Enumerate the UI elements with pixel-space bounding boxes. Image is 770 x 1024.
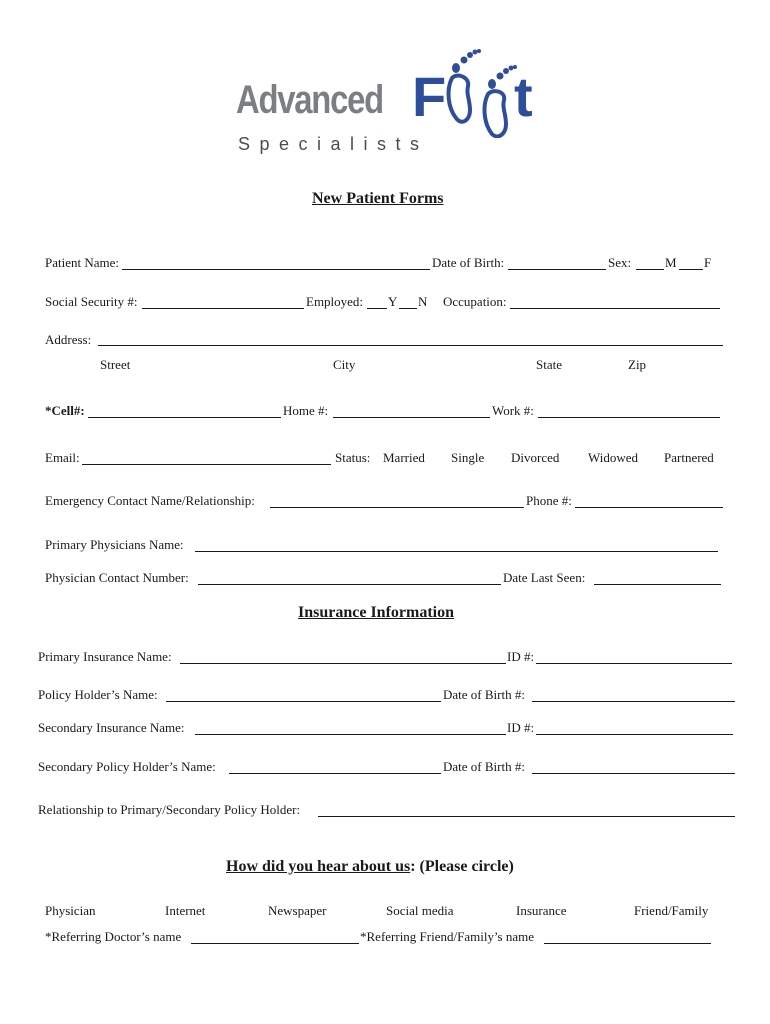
referring-friend-label: *Referring Friend/Family’s name — [360, 929, 535, 944]
address-label: Address: — [45, 332, 92, 347]
physician-contact-label: Physician Contact Number: — [45, 570, 189, 585]
employed-n-option: N — [418, 294, 428, 309]
primary-id-label: ID #: — [507, 649, 535, 664]
footprints-icon — [444, 48, 518, 138]
secondary-insurance-label: Secondary Insurance Name: — [38, 720, 185, 735]
relationship-field[interactable] — [318, 816, 735, 817]
dob-field[interactable] — [508, 269, 606, 270]
email-label: Email: — [45, 450, 80, 465]
emergency-contact-field[interactable] — [270, 507, 524, 508]
employed-n-blank[interactable] — [399, 308, 417, 309]
dob-label: Date of Birth: — [432, 255, 505, 270]
logo-letter-t: t — [514, 65, 533, 128]
status-label: Status: — [335, 450, 371, 465]
referral-heading-rest: : (Please circle) — [410, 858, 514, 875]
secondary-holder-field[interactable] — [229, 773, 441, 774]
referral-option-social-media[interactable]: Social media — [386, 903, 454, 918]
referral-heading-underlined: How did you hear about us — [226, 858, 411, 875]
address-state-caption: State — [536, 357, 562, 372]
status-option-divorced[interactable]: Divorced — [511, 450, 560, 465]
logo-letter-f: F — [412, 65, 447, 128]
policy-holder-dob-label: Date of Birth #: — [443, 687, 525, 702]
work-phone-label: Work #: — [492, 403, 534, 418]
status-option-partnered[interactable]: Partnered — [664, 450, 714, 465]
secondary-id-label: ID #: — [507, 720, 535, 735]
work-phone-field[interactable] — [538, 417, 720, 418]
secondary-holder-label: Secondary Policy Holder’s Name: — [38, 759, 216, 774]
primary-insurance-field[interactable] — [180, 663, 506, 664]
referral-option-insurance[interactable]: Insurance — [516, 903, 567, 918]
address-city-caption: City — [333, 357, 356, 372]
employed-y-blank[interactable] — [367, 308, 387, 309]
occupation-field[interactable] — [510, 308, 720, 309]
relationship-label: Relationship to Primary/Secondary Policy Holder: — [38, 802, 301, 817]
secondary-insurance-field[interactable] — [195, 734, 506, 735]
date-last-seen-field[interactable] — [594, 584, 721, 585]
referral-heading — [226, 858, 514, 876]
employed-y-option: Y — [388, 294, 398, 309]
insurance-heading: Insurance Information — [298, 604, 455, 621]
address-zip-caption: Zip — [628, 357, 647, 372]
referral-option-friend-family[interactable]: Friend/Family — [634, 903, 709, 918]
referring-doctor-field[interactable] — [191, 943, 359, 944]
date-last-seen-label: Date Last Seen: — [503, 570, 586, 585]
occupation-label: Occupation: — [443, 294, 507, 309]
status-option-married[interactable]: Married — [383, 450, 425, 465]
primary-physician-label: Primary Physicians Name: — [45, 537, 184, 552]
primary-insurance-label: Primary Insurance Name: — [38, 649, 172, 664]
email-field[interactable] — [82, 464, 331, 465]
emergency-contact-label: Emergency Contact Name/Relationship: — [45, 493, 255, 508]
company-logo — [236, 48, 546, 160]
policy-holder-label: Policy Holder’s Name: — [38, 687, 158, 702]
secondary-holder-dob-label: Date of Birth #: — [443, 759, 525, 774]
cell-label: *Cell#: — [45, 403, 85, 418]
primary-id-field[interactable] — [536, 663, 732, 664]
referral-option-newspaper[interactable]: Newspaper — [268, 903, 327, 918]
logo-word-advanced: Advanced — [236, 78, 383, 122]
sex-f-option: F — [704, 255, 712, 270]
employed-label: Employed: — [306, 294, 364, 309]
referring-friend-field[interactable] — [544, 943, 711, 944]
status-option-widowed[interactable]: Widowed — [588, 450, 639, 465]
logo-word-specialists: Specialists — [238, 134, 429, 154]
address-street-caption: Street — [100, 357, 131, 372]
ssn-field[interactable] — [142, 308, 304, 309]
emergency-phone-label: Phone #: — [526, 493, 572, 508]
physician-contact-field[interactable] — [198, 584, 501, 585]
sex-f-blank[interactable] — [679, 269, 703, 270]
sex-m-blank[interactable] — [636, 269, 664, 270]
page-title: New Patient Forms — [312, 190, 444, 207]
cell-field[interactable] — [88, 417, 281, 418]
referring-doctor-label: *Referring Doctor’s name — [45, 929, 182, 944]
sex-label: Sex: — [608, 255, 632, 270]
home-phone-field[interactable] — [333, 417, 490, 418]
secondary-holder-dob-field[interactable] — [532, 773, 735, 774]
primary-physician-field[interactable] — [195, 551, 718, 552]
policy-holder-dob-field[interactable] — [532, 701, 735, 702]
ssn-label: Social Security #: — [45, 294, 138, 309]
home-phone-label: Home #: — [283, 403, 329, 418]
emergency-phone-field[interactable] — [575, 507, 723, 508]
patient-name-field[interactable] — [122, 269, 430, 270]
referral-option-physician[interactable]: Physician — [45, 903, 96, 918]
address-field[interactable] — [98, 345, 723, 346]
policy-holder-field[interactable] — [166, 701, 441, 702]
secondary-id-field[interactable] — [536, 734, 733, 735]
status-option-single[interactable]: Single — [451, 450, 485, 465]
patient-name-label: Patient Name: — [45, 255, 120, 270]
referral-option-internet[interactable]: Internet — [165, 903, 206, 918]
sex-m-option: M — [665, 255, 677, 270]
